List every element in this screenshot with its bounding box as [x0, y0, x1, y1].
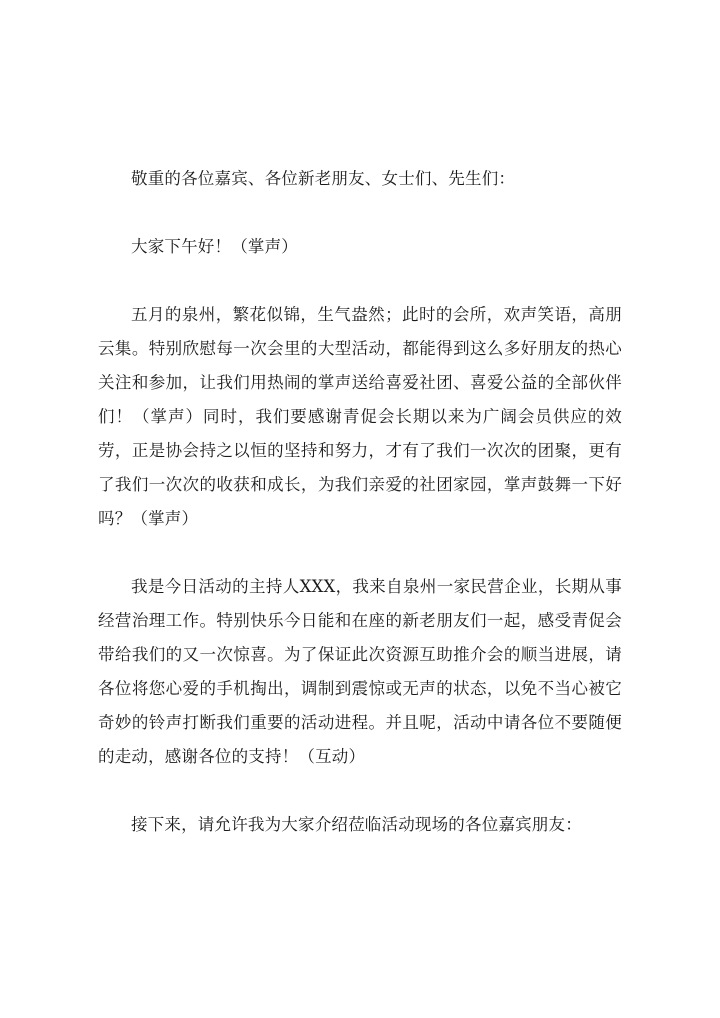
greeting-paragraph: 大家下午好！（掌声） — [131, 237, 298, 256]
opening-paragraph: 五月的泉州，繁花似锦，生气盎然；此时的会所，欢声笑语，高朋云集。特别欣慰每一次会里的大型活动，都能得到这么多好朋友的热心关注和参加，让我们用热闹的掌声送给喜爱社团、喜爱公益的全部伙伴们！（掌声）同时，我们要感谢青促会长期以来为广阔会员供应的效劳，正是协会持之以恒的坚持和努力，才有了我们一次次的团聚，更有了我们一次次的收获和成长，为我们亲爱的社团家园，掌声鼓舞一下好吗？（掌声） — [98, 305, 622, 528]
guest-introduction-paragraph: 接下来，请允许我为大家介绍莅临活动现场的各位嘉宾朋友： — [131, 815, 582, 834]
paragraph-spacer — [98, 264, 622, 298]
paragraph-spacer — [98, 774, 622, 808]
document-body — [98, 162, 622, 842]
paragraph-spacer — [98, 196, 622, 230]
host-introduction-paragraph: 我是今日活动的主持人XXX，我来自泉州一家民营企业，长期从事经营治理工作。特别快乐今日能和在座的新老朋友们一起，感受青促会带给我们的又一次惊喜。为了保证此次资源互助推介会的顺当进展，请各位将您心爱的手机掏出，调制到震惊或无声的状态，以免不当心被它奇妙的铃声打断我们重要的活动进程。并且呢，活动中请各位不要随便的走动，感谢各位的支持！（互动） — [98, 577, 622, 766]
salutation-paragraph: 敬重的各位嘉宾、各位新老朋友、女士们、先生们： — [131, 169, 516, 188]
paragraph-spacer — [98, 536, 622, 570]
